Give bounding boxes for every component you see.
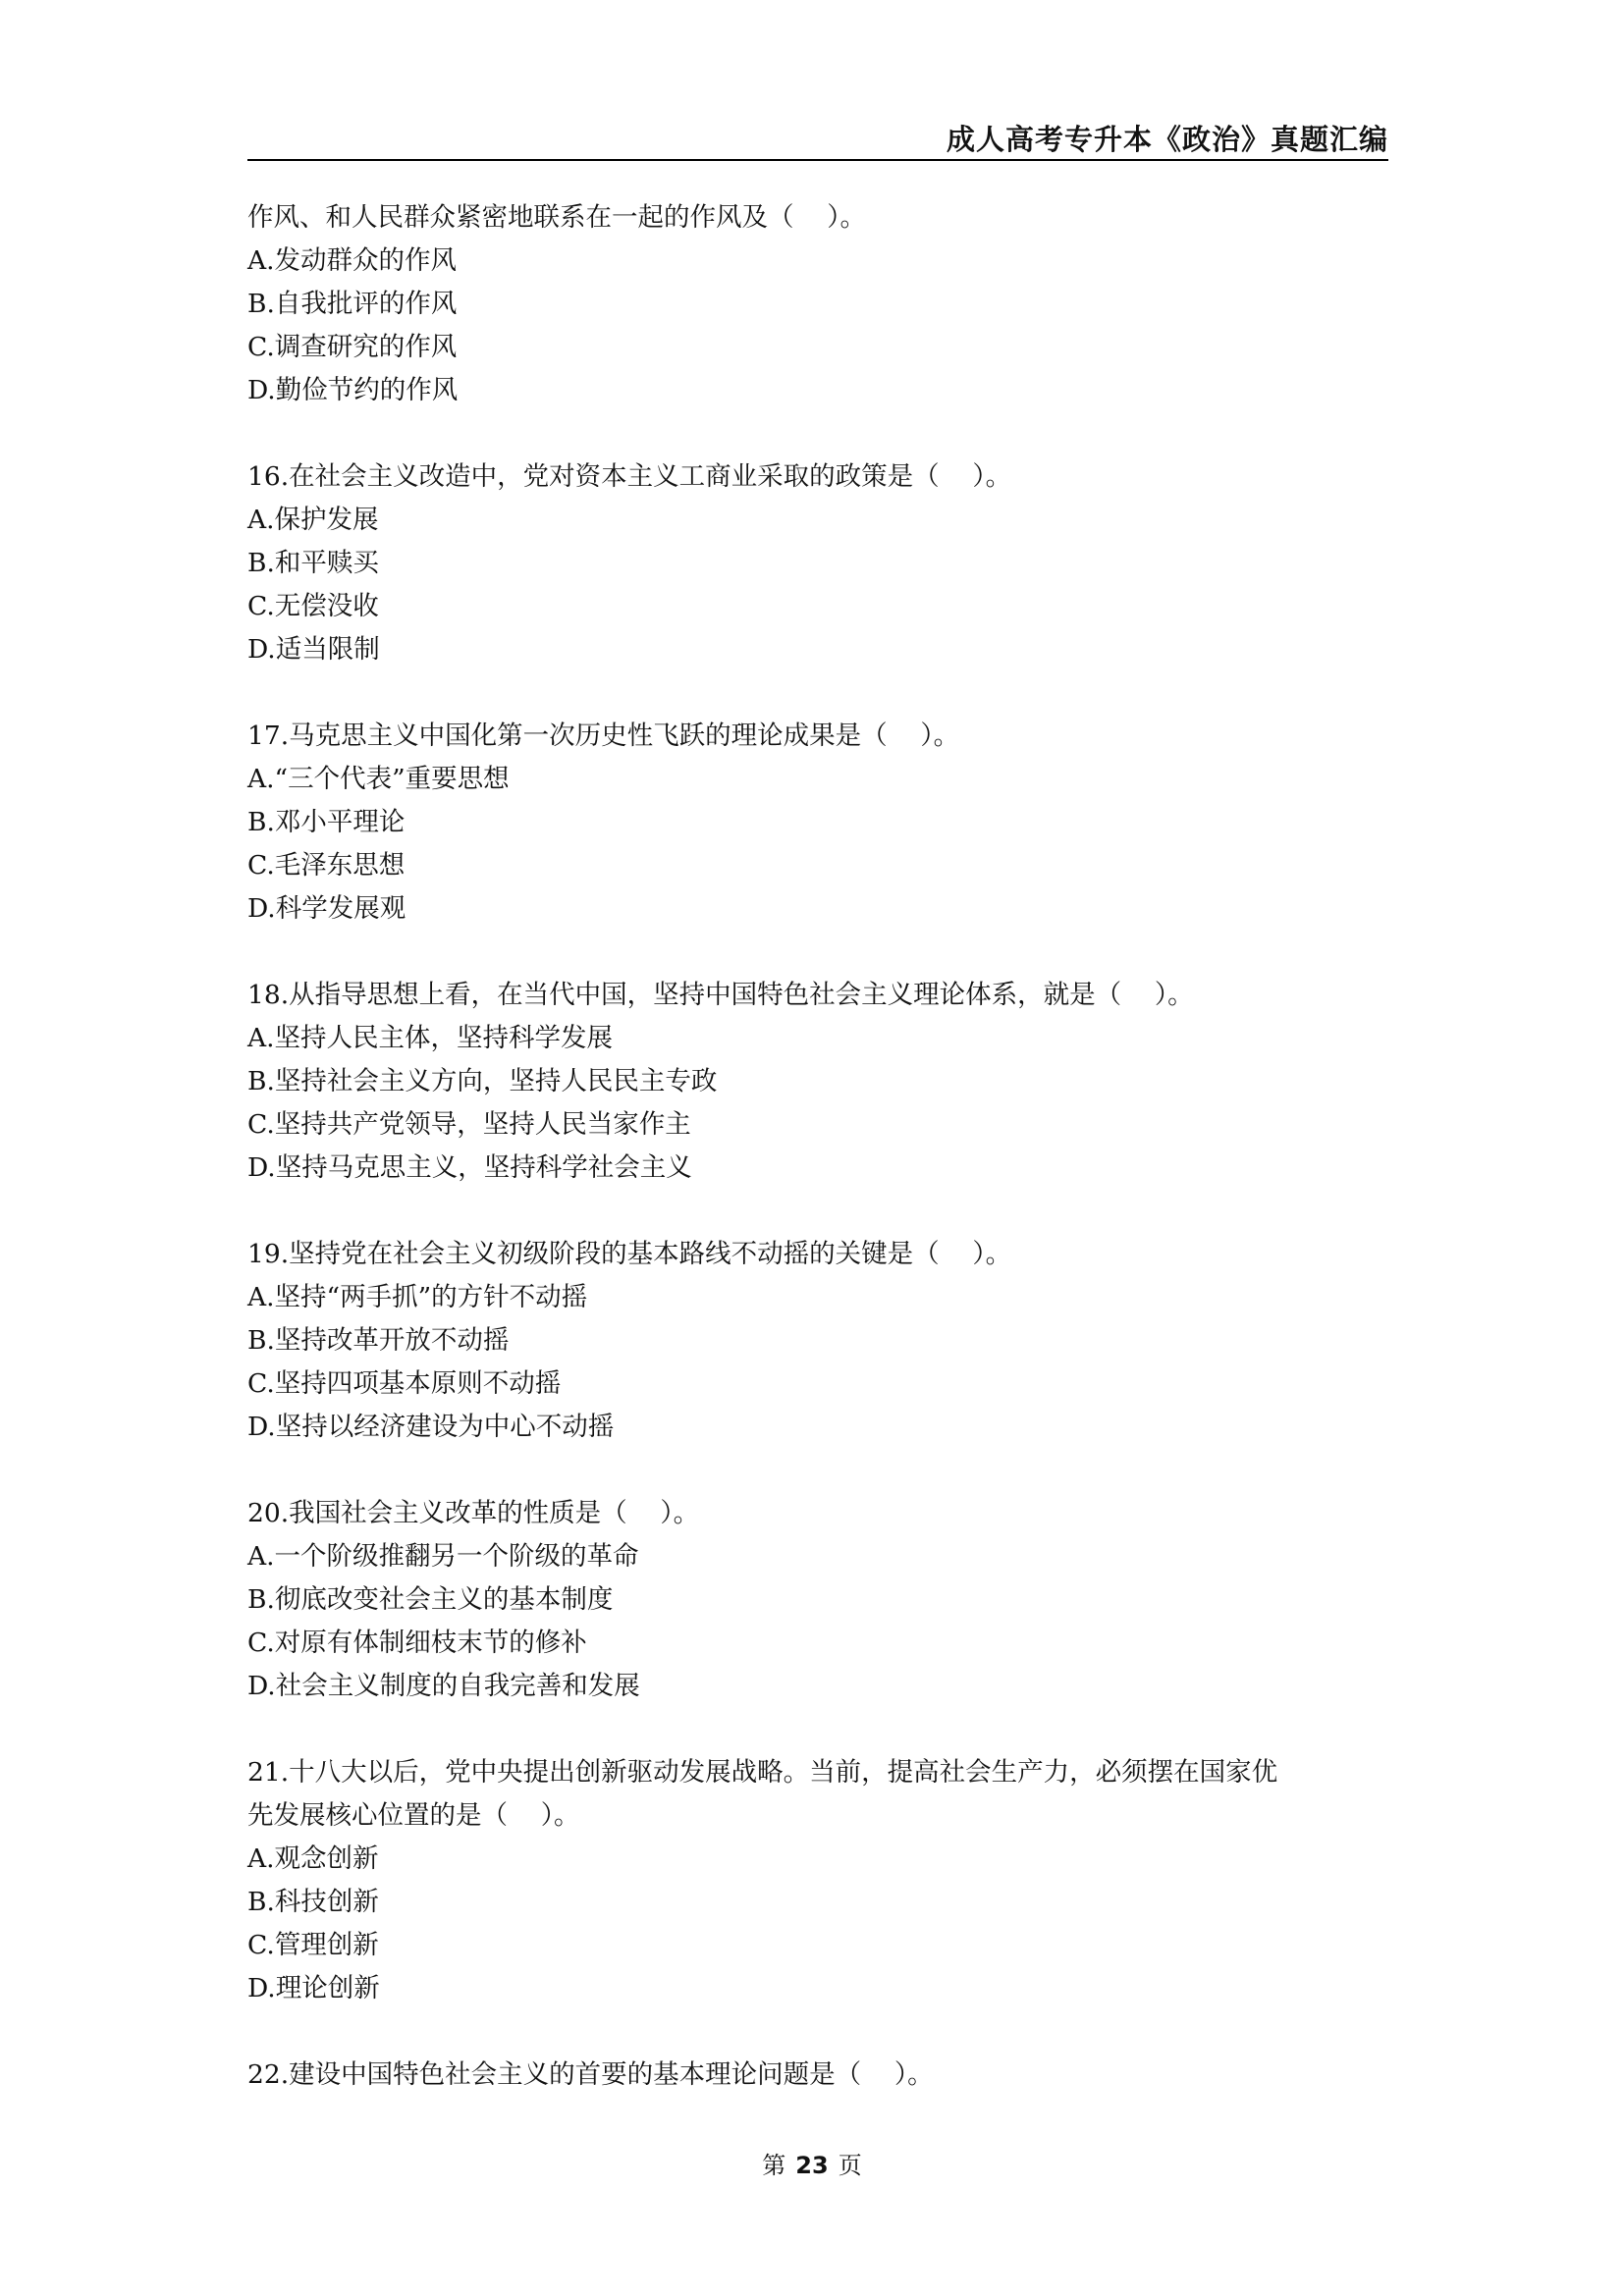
question-stem: 21.十八大以后，党中央提出创新驱动发展战略。当前，提高社会生产力，必须摆在国家优 [247,1757,1278,1788]
question-stem: 作风、和人民群众紧密地联系在一起的作风及（ ）。 [247,202,866,233]
answer-option: B.和平赎买 [247,548,379,578]
question-stem: 18.从指导思想上看，在当代中国，坚持中国特色社会主义理论体系，就是（ ）。 [247,980,1194,1010]
answer-option: A.坚持人民主体，坚持科学发展 [247,1023,614,1053]
question-block [247,974,1388,1190]
question-stem: 19.坚持党在社会主义初级阶段的基本路线不动摇的关键是（ ）。 [247,1239,1012,1269]
answer-option: A.“三个代表”重要思想 [247,764,510,794]
answer-option: D.勤俭节约的作风 [247,375,459,405]
answer-option: A.保护发展 [247,505,379,535]
answer-option: A.一个阶级推翻另一个阶级的革命 [247,1541,639,1572]
question-stem: 先发展核心位置的是（ ）。 [247,1800,580,1831]
question-block [247,455,1388,671]
answer-option: C.毛泽东思想 [247,850,406,881]
question-block [247,715,1388,931]
footer-suffix: 页 [838,2152,862,2179]
question-list [247,196,1388,2140]
page-header-title: 成人高考专升本《政治》真题汇编 [946,123,1388,156]
page-number: 23 [795,2152,829,2179]
question-stem: 20.我国社会主义改革的性质是（ ）。 [247,1498,700,1528]
answer-option: D.坚持马克思主义，坚持科学社会主义 [247,1152,692,1183]
answer-option: D.社会主义制度的自我完善和发展 [247,1671,640,1701]
question-stem: 17.马克思主义中国化第一次历史性飞跃的理论成果是（ ）。 [247,721,960,751]
question-block [247,1233,1388,1449]
answer-option: A.发动群众的作风 [247,245,458,276]
question-block [247,2054,1388,2097]
question-block [247,1751,1388,2010]
answer-option: D.理论创新 [247,1973,380,2003]
answer-option: B.科技创新 [247,1887,379,1917]
answer-option: B.邓小平理论 [247,807,406,837]
answer-option: C.管理创新 [247,1930,379,1960]
question-block [247,196,1388,412]
question-stem: 16.在社会主义改造中，党对资本主义工商业采取的政策是（ ）。 [247,461,1012,492]
answer-option: B.坚持改革开放不动摇 [247,1325,510,1356]
answer-option: C.无偿没收 [247,591,379,621]
answer-option: C.坚持共产党领导，坚持人民当家作主 [247,1109,691,1140]
answer-option: A.坚持“两手抓”的方针不动摇 [247,1282,588,1312]
answer-option: C.对原有体制细枝末节的修补 [247,1628,587,1658]
question-block [247,1492,1388,1708]
answer-option: B.自我批评的作风 [247,289,458,319]
header-divider [247,159,1388,161]
answer-option: B.坚持社会主义方向，坚持人民民主专政 [247,1066,718,1096]
question-stem: 22.建设中国特色社会主义的首要的基本理论问题是（ ）。 [247,2059,934,2090]
answer-option: A.观念创新 [247,1843,379,1874]
answer-option: B.彻底改变社会主义的基本制度 [247,1584,614,1615]
answer-option: D.适当限制 [247,634,380,665]
answer-option: D.科学发展观 [247,893,406,924]
page-footer [0,2146,1624,2180]
answer-option: D.坚持以经济建设为中心不动摇 [247,1412,615,1442]
answer-option: C.坚持四项基本原则不动摇 [247,1368,562,1399]
answer-option: C.调查研究的作风 [247,332,458,362]
footer-prefix: 第 [762,2152,786,2179]
